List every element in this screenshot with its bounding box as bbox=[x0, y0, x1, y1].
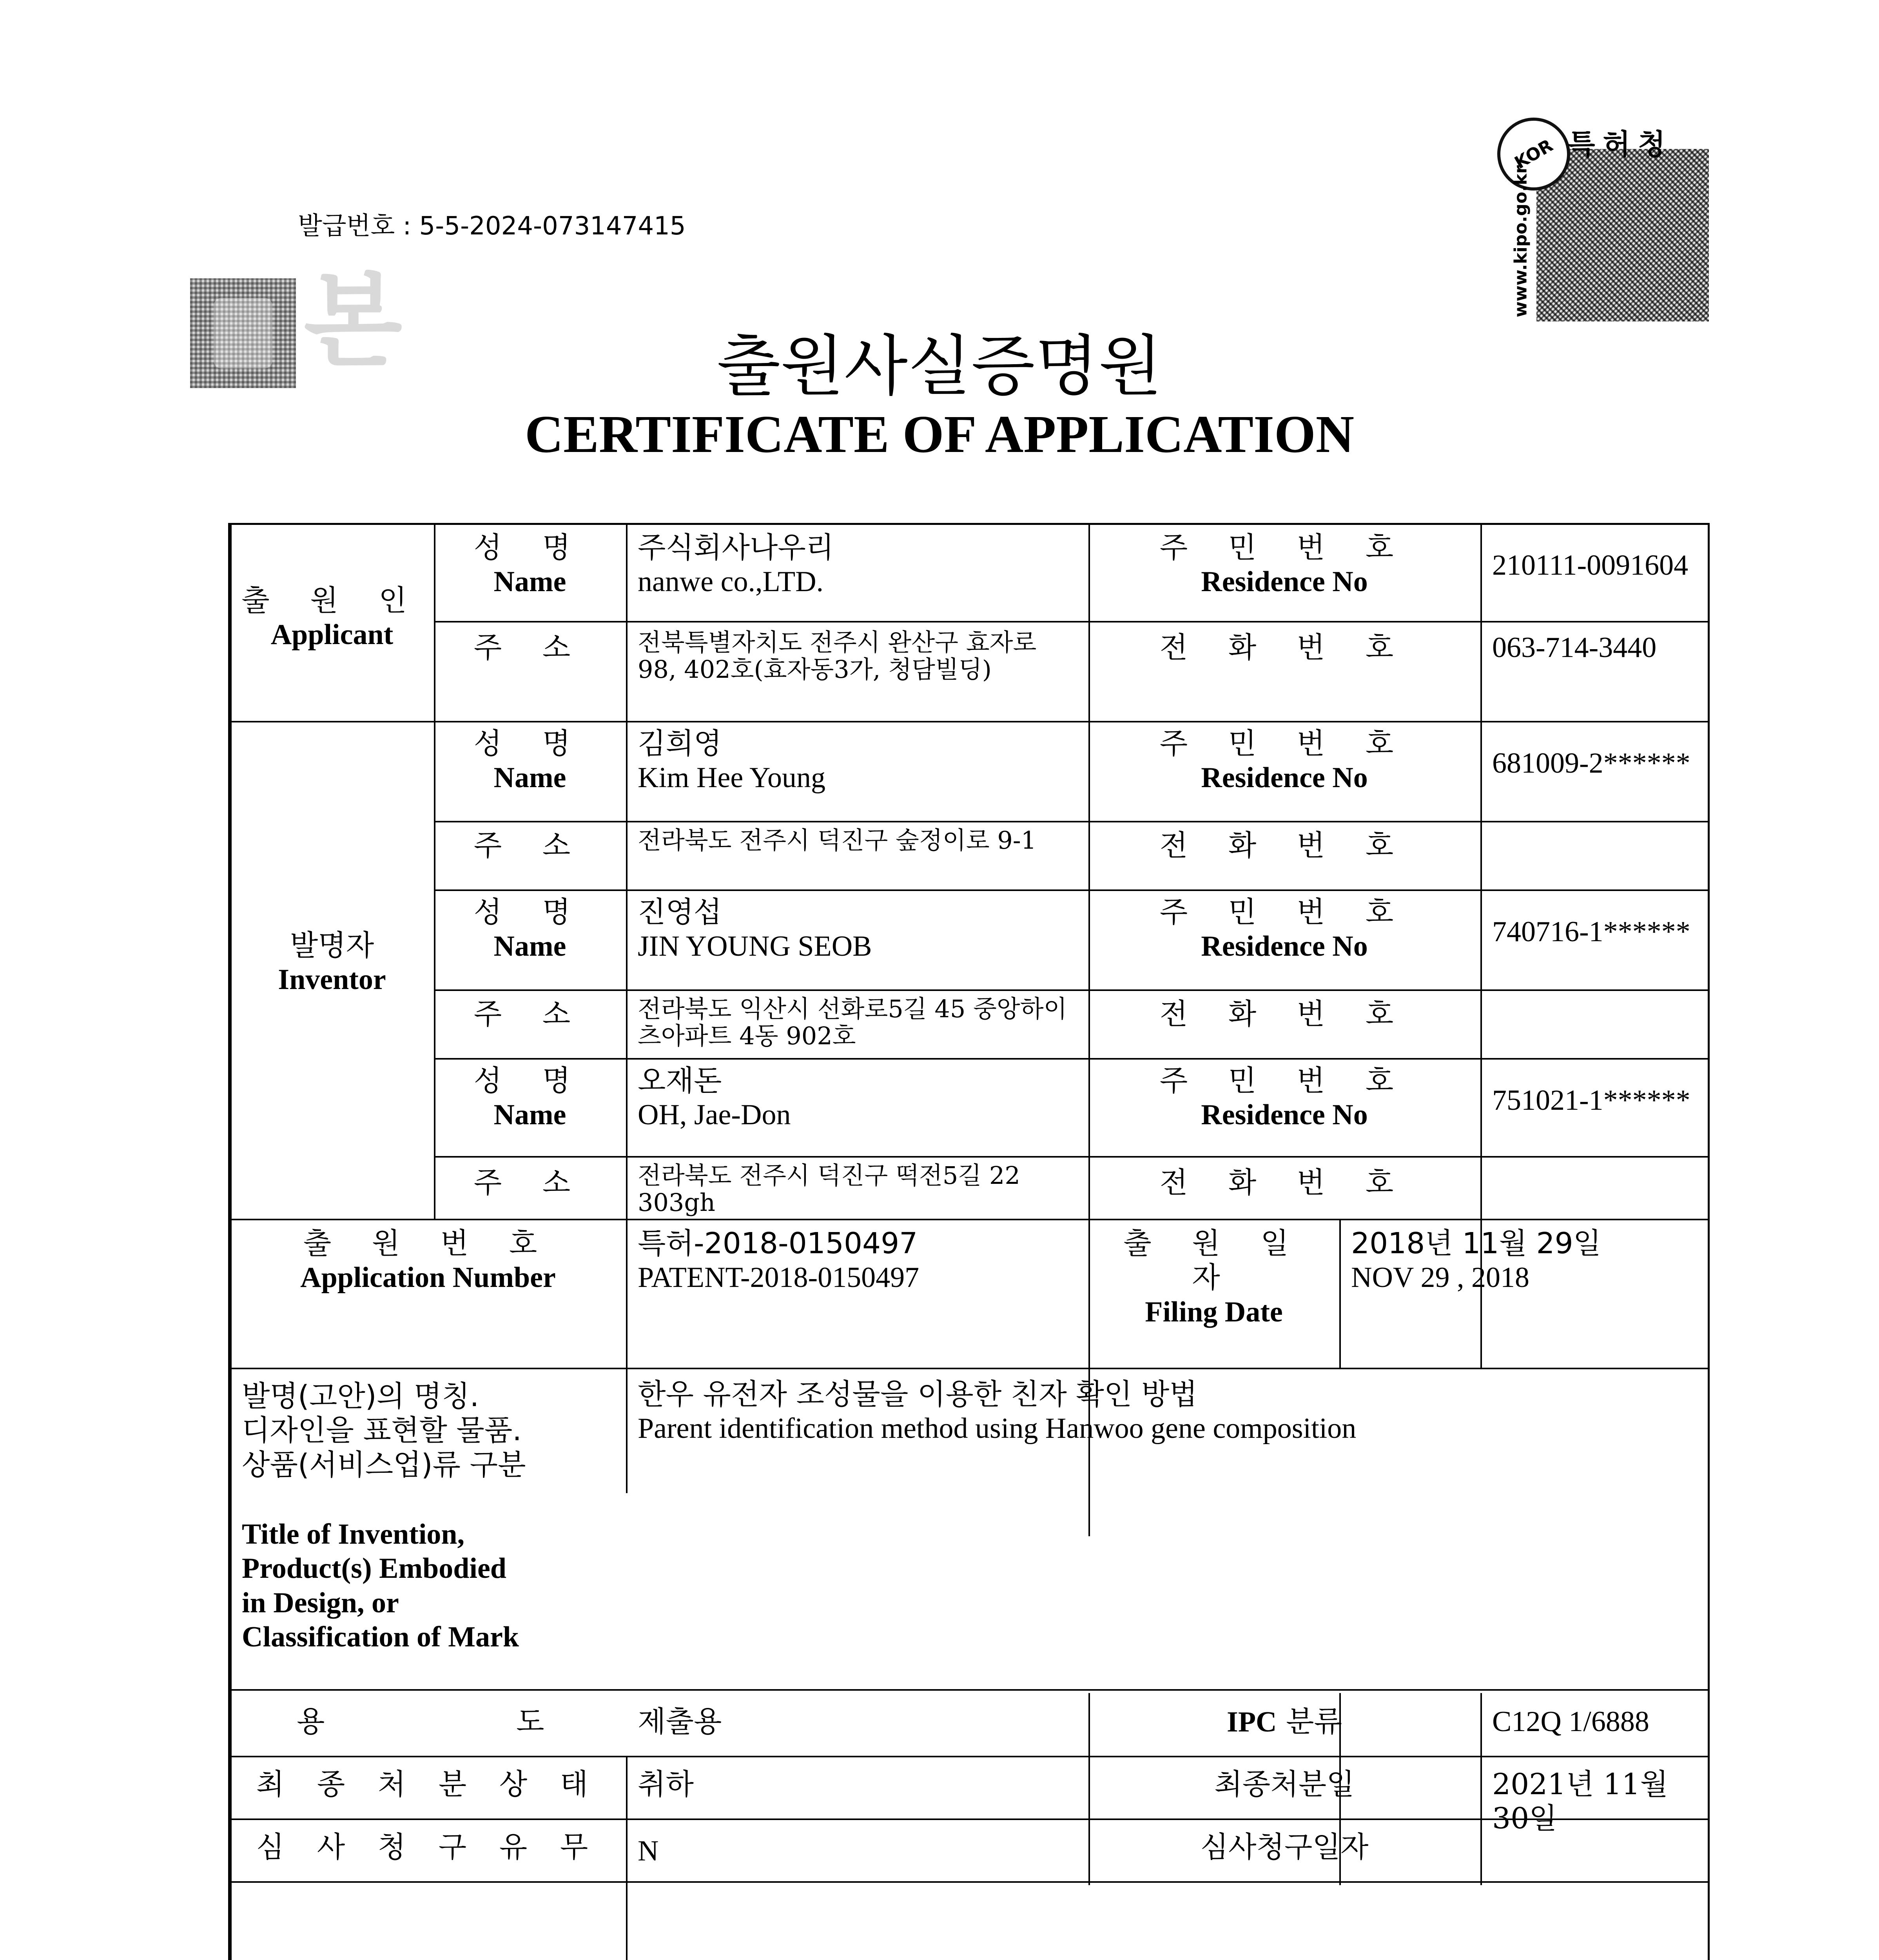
inventor-3-name-label: 성 명 Name bbox=[473, 1064, 586, 1131]
applicant-residence-label: 주 민 번 호 Residence No bbox=[1159, 531, 1409, 598]
applicant-phone-value: 063-714-3440 bbox=[1492, 632, 1657, 664]
ipc-value: C12Q 1/6888 bbox=[1492, 1706, 1649, 1738]
final-date-label: 최종처분일 bbox=[1214, 1768, 1355, 1801]
applicant-address-label: 주 소 bbox=[473, 631, 586, 664]
exam-request-value: N bbox=[638, 1835, 659, 1867]
filing-date-value: 2018년 11월 29일 NOV 29 , 2018 bbox=[1351, 1227, 1602, 1294]
certificate-table bbox=[228, 523, 1710, 1960]
inventor-3-address-label: 주 소 bbox=[473, 1166, 586, 1200]
kipo-url: www.kipo.go.kr bbox=[1511, 165, 1531, 318]
final-status-value: 취하 bbox=[638, 1768, 694, 1801]
inventor-2-residence-label: 주 민 번 호 Residence No bbox=[1159, 895, 1409, 963]
kipo-brand: 특허청 bbox=[1568, 128, 1673, 161]
final-status-label: 최 종 처 분 상 태 bbox=[256, 1768, 600, 1801]
kor-logo-icon: KOR bbox=[1484, 104, 1583, 204]
copy-stamp-label: 본 bbox=[304, 262, 403, 381]
inventor-2-name-label: 성 명 Name bbox=[473, 895, 586, 963]
applicant-name-label: 성 명 Name bbox=[473, 531, 586, 598]
title-english: CERTIFICATE OF APPLICATION bbox=[524, 405, 1355, 464]
title-korean: 출원사실증명원 bbox=[716, 328, 1163, 405]
exam-request-label: 심 사 청 구 유 무 bbox=[256, 1830, 600, 1864]
inventor-1-address-label: 주 소 bbox=[473, 829, 586, 862]
applicant-residence-value: 210111-0091604 bbox=[1492, 549, 1689, 581]
inventor-section-label: 발명자 Inventor bbox=[278, 929, 386, 996]
applicant-phone-label: 전 화 번 호 bbox=[1159, 631, 1409, 664]
issue-number: 발급번호 : 5-5-2024-073147415 bbox=[298, 212, 686, 241]
exam-request-date-label: 심사청구일자 bbox=[1200, 1830, 1369, 1864]
inventor-3-residence-label: 주 민 번 호 Residence No bbox=[1159, 1064, 1409, 1131]
usage-value: 제출용 bbox=[638, 1705, 722, 1739]
inventor-2-phone-label: 전 화 번 호 bbox=[1159, 997, 1409, 1031]
final-date-value: 2021년 11월 30일 bbox=[1492, 1768, 1668, 1836]
inventor-1-phone-label: 전 화 번 호 bbox=[1159, 829, 1409, 862]
inventor-1-residence-label: 주 민 번 호 Residence No bbox=[1159, 727, 1409, 794]
inventor-3-address-value: 전라북도 전주시 덕진구 떡전5길 22 303gh bbox=[638, 1161, 1020, 1217]
inventor-2-address-value: 전라북도 익산시 선화로5길 45 중앙하이츠아파트 4동 902호 bbox=[638, 995, 1067, 1051]
inventor-2-residence-value: 740716-1****** bbox=[1492, 916, 1690, 948]
applicant-address-value: 전북특별자치도 전주시 완산구 효자로 98, 402호(효자동3가, 청담빌딩) bbox=[638, 628, 1037, 684]
ipc-label: IPC 분류 bbox=[1227, 1705, 1342, 1739]
filing-date-label: 출 원 일 자 Filing Date bbox=[1123, 1227, 1304, 1328]
invention-title-value: 한우 유전자 조성물을 이용한 친자 확인 방법 Parent identification method using Hanwoo gene composition bbox=[638, 1377, 1357, 1445]
inventor-1-name-value: 김희영 Kim Hee Young bbox=[638, 727, 825, 794]
inventor-1-name-label: 성 명 Name bbox=[473, 727, 586, 794]
inventor-2-name-value: 진영섭 JIN YOUNG SEOB bbox=[638, 895, 872, 963]
kipo-seal bbox=[1497, 118, 1709, 321]
inventor-2-address-label: 주 소 bbox=[473, 997, 586, 1031]
application-number-label: 출 원 번 호 Application Number bbox=[300, 1227, 556, 1294]
usage-label-1: 용 bbox=[297, 1705, 325, 1739]
inventor-3-name-value: 오재돈 OH, Jae-Don bbox=[638, 1064, 791, 1131]
inventor-3-residence-value: 751021-1****** bbox=[1492, 1084, 1690, 1116]
applicant-section-label: 출 원 인 Applicant bbox=[241, 584, 423, 651]
application-number-value: 특허-2018-0150497 PATENT-2018-0150497 bbox=[638, 1227, 920, 1294]
invention-title-label: 발명(고안)의 명칭. 디자인을 표현할 물품. 상품(서비스업)류 구분 Title of Invention, Product(s) Embodied in Design, or Classification of Mark bbox=[242, 1379, 526, 1653]
inventor-3-phone-label: 전 화 번 호 bbox=[1159, 1166, 1409, 1200]
applicant-name-value: 주식회사나우리 nanwe co.,LTD. bbox=[638, 531, 834, 598]
usage-label-2: 도 bbox=[516, 1705, 544, 1739]
inventor-1-address-value: 전라북도 전주시 덕진구 숲정이로 9-1 bbox=[638, 826, 1037, 855]
inventor-1-residence-value: 681009-2****** bbox=[1492, 747, 1690, 779]
